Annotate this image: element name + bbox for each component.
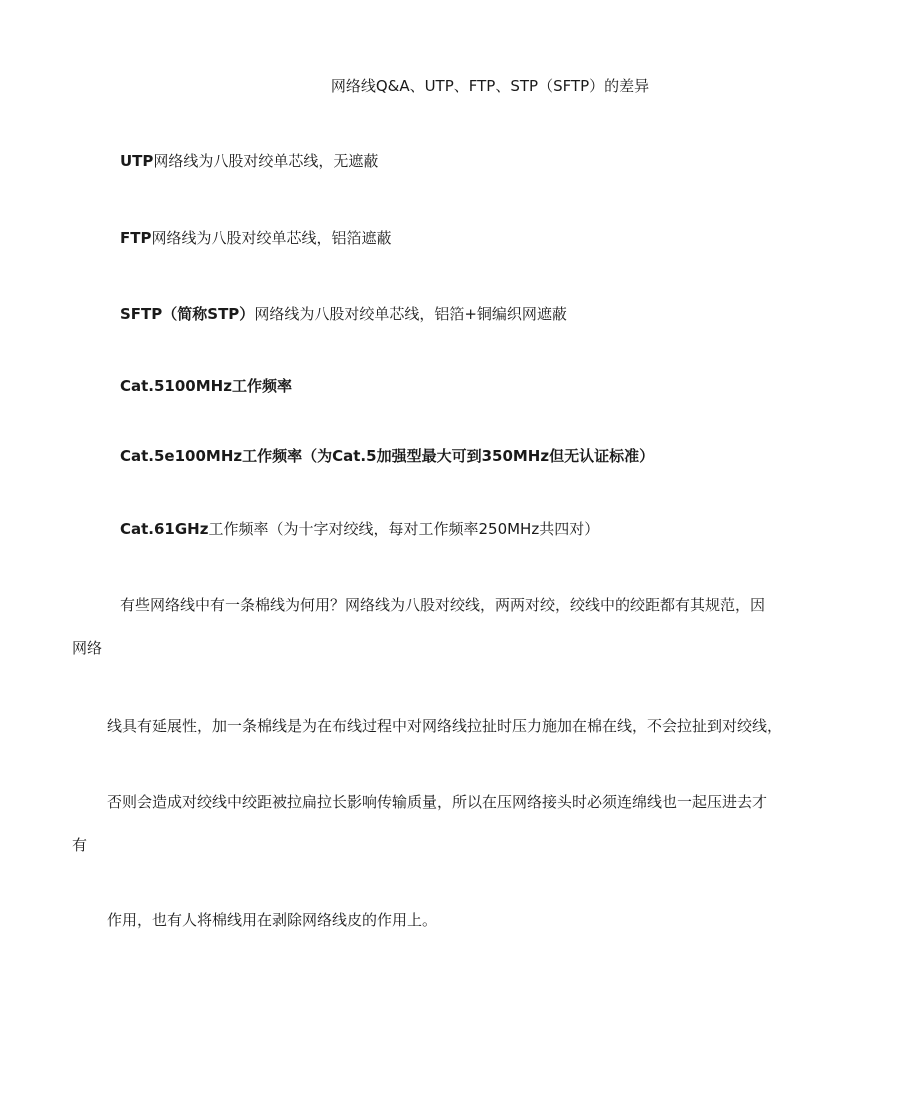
list-item-sftp <box>120 304 567 324</box>
list-item-cat6 <box>120 519 599 539</box>
paragraph-line: 网络 <box>72 639 103 657</box>
paragraph-line: 否则会造成对绞线中绞距被拉扁拉长影响传输质量，所以在压网络接头时必须连绵线也一起压进去才 <box>107 793 768 811</box>
list-item-ftp <box>120 228 392 248</box>
list-item-cat5e <box>120 446 654 466</box>
list-item-cat5 <box>120 376 292 396</box>
item-lead: UTP <box>120 152 154 170</box>
item-text: 网络线为八股对绞单芯线，无遮蔽 <box>153 152 379 170</box>
paragraph-line: 有些网络线中有一条棉线为何用？网络线为八股对绞线，两两对绞，绞线中的绞距都有其规范，因 <box>120 596 766 614</box>
document-title: 网络线Q&A、UTP、FTP、STP（SFTP）的差异 <box>330 77 650 95</box>
item-lead: FTP <box>120 229 152 247</box>
item-lead: SFTP（简称STP） <box>120 305 255 323</box>
paragraph-line: 作用，也有人将棉线用在剥除网络线皮的作用上。 <box>107 911 438 929</box>
list-item-utp <box>120 151 378 171</box>
item-text: 工作频率（为十字对绞线，每对工作频率250MHz共四对） <box>208 520 600 538</box>
paragraph-line: 有 <box>72 836 88 854</box>
item-text: 网络线为八股对绞单芯线，铝箔+铜编织网遮蔽 <box>254 305 567 323</box>
item-text: 网络线为八股对绞单芯线，铝箔遮蔽 <box>151 229 392 247</box>
item-lead: Cat.5e100MHz工作频率（为Cat.5加强型最大可到350MHz但无认证标准） <box>120 447 655 465</box>
item-lead: Cat.61GHz <box>120 520 209 538</box>
paragraph-line: 线具有延展性，加一条棉线是为在布线过程中对网络线拉扯时压力施加在棉在线，不会拉扯到对绞线， <box>107 717 783 735</box>
item-lead: Cat.5100MHz工作频率 <box>120 377 292 395</box>
